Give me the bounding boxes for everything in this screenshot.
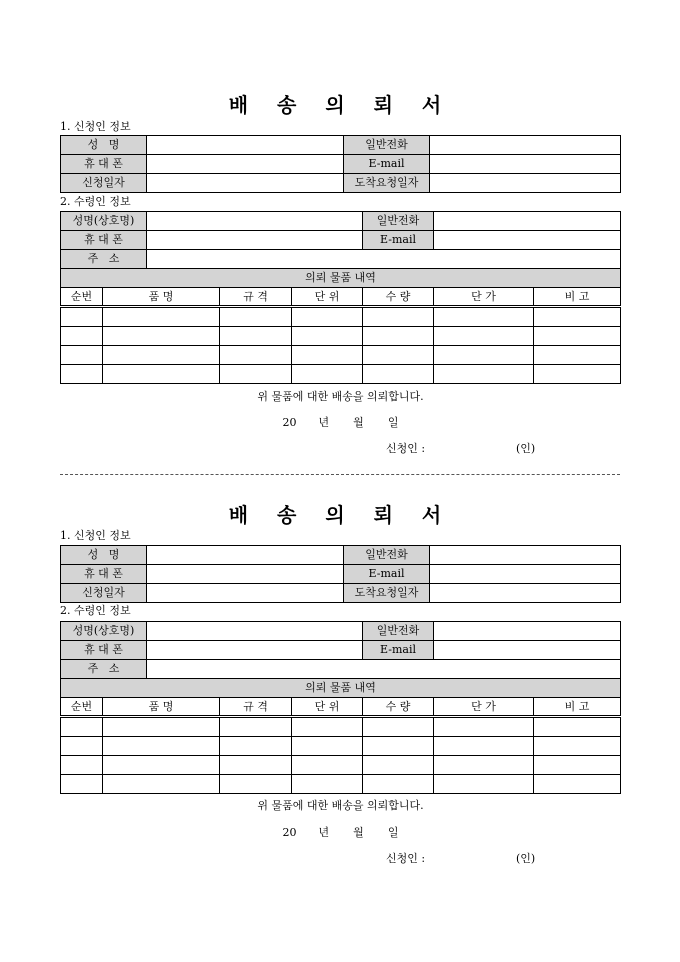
cell[interactable] (434, 327, 534, 346)
cell[interactable] (103, 737, 220, 756)
items-header: 의뢰 물품 내역 (61, 269, 621, 288)
receiver-phone-label: 일반전화 (363, 622, 434, 641)
section-sender-heading: 1. 신청인 정보 (60, 120, 131, 133)
cell[interactable] (292, 307, 363, 327)
receiver-address-field[interactable] (147, 250, 621, 269)
sender-phone-label: 일반전화 (344, 136, 430, 155)
cell[interactable] (292, 737, 363, 756)
date-year: 20 (282, 416, 297, 429)
sender-mobile-field[interactable] (147, 565, 344, 584)
sender-mobile-label: 휴 대 폰 (61, 565, 147, 584)
cell[interactable] (434, 775, 534, 794)
cell[interactable] (534, 327, 621, 346)
col-price: 단 가 (434, 288, 534, 307)
cell[interactable] (534, 717, 621, 737)
cell[interactable] (61, 365, 103, 384)
cell[interactable] (61, 756, 103, 775)
sender-mobile-field[interactable] (147, 155, 344, 174)
col-note: 비 고 (534, 288, 621, 307)
cell[interactable] (534, 365, 621, 384)
cell[interactable] (103, 775, 220, 794)
cell[interactable] (292, 717, 363, 737)
sender-phone-field[interactable] (430, 546, 621, 565)
cell[interactable] (363, 346, 434, 365)
cell[interactable] (434, 365, 534, 384)
col-unit: 단 위 (292, 288, 363, 307)
col-item-name: 품 명 (103, 288, 220, 307)
col-seq: 순번 (61, 698, 103, 717)
cell[interactable] (534, 346, 621, 365)
receiver-email-label: E-mail (363, 231, 434, 250)
table-row (61, 327, 621, 346)
cell[interactable] (220, 717, 292, 737)
seal-mark: (인) (516, 442, 536, 455)
sender-info-table (60, 135, 621, 193)
cell[interactable] (363, 327, 434, 346)
cell[interactable] (103, 307, 220, 327)
cell[interactable] (103, 756, 220, 775)
table-row (61, 737, 621, 756)
cell[interactable] (534, 756, 621, 775)
form-title: 배 송 의 뢰 서 (228, 503, 453, 527)
table-row (61, 365, 621, 384)
table-row (61, 346, 621, 365)
cell[interactable] (534, 307, 621, 327)
date-year: 20 (282, 826, 297, 839)
col-price: 단 가 (434, 698, 534, 717)
receiver-email-label: E-mail (363, 641, 434, 660)
receiver-address-label: 주 소 (61, 660, 147, 679)
cell[interactable] (220, 737, 292, 756)
sender-arrival-date-field[interactable] (430, 174, 621, 193)
section-receiver-heading: 2. 수령인 정보 (60, 604, 131, 617)
table-row (61, 307, 621, 327)
cell[interactable] (220, 327, 292, 346)
cell[interactable] (363, 775, 434, 794)
cell[interactable] (363, 365, 434, 384)
col-unit: 단 위 (292, 698, 363, 717)
cell[interactable] (61, 717, 103, 737)
col-qty: 수 량 (363, 288, 434, 307)
applicant-label: 신청인 : (386, 852, 426, 865)
sender-email-field[interactable] (430, 155, 621, 174)
receiver-email-field[interactable] (434, 641, 621, 660)
date-line (60, 414, 621, 430)
receiver-items-table (60, 211, 621, 384)
sender-apply-date-field[interactable] (147, 584, 344, 603)
sender-phone-field[interactable] (430, 136, 621, 155)
receiver-mobile-field[interactable] (147, 641, 363, 660)
sender-info-table (60, 545, 621, 603)
table-row (61, 717, 621, 737)
date-day-unit: 일 (387, 416, 399, 429)
form-title: 배 송 의 뢰 서 (228, 93, 453, 117)
cell[interactable] (363, 307, 434, 327)
col-qty: 수 량 (363, 698, 434, 717)
table-row (61, 775, 621, 794)
sender-name-field[interactable] (147, 136, 344, 155)
section-receiver-heading: 2. 수령인 정보 (60, 195, 131, 208)
cell[interactable] (434, 717, 534, 737)
sender-name-label: 성 명 (61, 546, 147, 565)
request-text: 위 물품에 대한 배송을 의뢰합니다. (257, 390, 424, 403)
sender-email-field[interactable] (430, 565, 621, 584)
receiver-name-field[interactable] (147, 622, 363, 641)
sender-arrival-date-field[interactable] (430, 584, 621, 603)
request-text: 위 물품에 대한 배송을 의뢰합니다. (257, 799, 424, 812)
date-year-unit: 년 (318, 826, 330, 839)
cell[interactable] (61, 737, 103, 756)
receiver-phone-field[interactable] (434, 622, 621, 641)
cell[interactable] (220, 365, 292, 384)
sender-email-label: E-mail (344, 155, 430, 174)
cell[interactable] (220, 307, 292, 327)
cell[interactable] (534, 737, 621, 756)
cell[interactable] (363, 737, 434, 756)
cut-line-divider (60, 474, 620, 475)
receiver-name-field[interactable] (147, 212, 363, 231)
cell[interactable] (103, 365, 220, 384)
cell[interactable] (292, 775, 363, 794)
cell[interactable] (103, 346, 220, 365)
items-header: 의뢰 물품 내역 (61, 679, 621, 698)
sender-email-label: E-mail (344, 565, 430, 584)
sender-arrival-date-label: 도착요청일자 (344, 174, 430, 193)
col-spec: 규 격 (220, 288, 292, 307)
col-seq: 순번 (61, 288, 103, 307)
receiver-name-label: 성명(상호명) (61, 212, 147, 231)
cell[interactable] (292, 756, 363, 775)
date-line (60, 824, 621, 840)
sender-mobile-label: 휴 대 폰 (61, 155, 147, 174)
receiver-name-label: 성명(상호명) (61, 622, 147, 641)
receiver-email-field[interactable] (434, 231, 621, 250)
cell[interactable] (292, 365, 363, 384)
col-note: 비 고 (534, 698, 621, 717)
receiver-mobile-label: 휴 대 폰 (61, 231, 147, 250)
cell[interactable] (434, 756, 534, 775)
sender-arrival-date-label: 도착요청일자 (344, 584, 430, 603)
cell[interactable] (220, 756, 292, 775)
cell[interactable] (434, 346, 534, 365)
receiver-mobile-label: 휴 대 폰 (61, 641, 147, 660)
date-month-unit: 월 (353, 416, 364, 429)
date-month-unit: 월 (353, 826, 364, 839)
table-row (61, 756, 621, 775)
receiver-address-label: 주 소 (61, 250, 147, 269)
cell[interactable] (220, 775, 292, 794)
col-item-name: 품 명 (103, 698, 220, 717)
cell[interactable] (363, 717, 434, 737)
cell[interactable] (103, 327, 220, 346)
section-sender-heading: 1. 신청인 정보 (60, 529, 131, 542)
receiver-address-field[interactable] (147, 660, 621, 679)
cell[interactable] (61, 775, 103, 794)
cell[interactable] (292, 327, 363, 346)
date-year-unit: 년 (318, 416, 330, 429)
receiver-phone-label: 일반전화 (363, 212, 434, 231)
col-spec: 규 격 (220, 698, 292, 717)
receiver-phone-field[interactable] (434, 212, 621, 231)
cell[interactable] (434, 307, 534, 327)
sender-name-label: 성 명 (61, 136, 147, 155)
cell[interactable] (292, 346, 363, 365)
cell[interactable] (61, 307, 103, 327)
sender-phone-label: 일반전화 (344, 546, 430, 565)
cell[interactable] (61, 346, 103, 365)
cell[interactable] (363, 756, 434, 775)
applicant-label: 신청인 : (386, 442, 426, 455)
seal-mark: (인) (516, 852, 536, 865)
sender-apply-date-label: 신청일자 (61, 174, 147, 193)
cell[interactable] (534, 775, 621, 794)
sender-name-field[interactable] (147, 546, 344, 565)
sender-apply-date-label: 신청일자 (61, 584, 147, 603)
date-day-unit: 일 (387, 826, 399, 839)
cell[interactable] (103, 717, 220, 737)
cell[interactable] (220, 346, 292, 365)
sender-apply-date-field[interactable] (147, 174, 344, 193)
cell[interactable] (61, 327, 103, 346)
cell[interactable] (434, 737, 534, 756)
receiver-items-table (60, 621, 621, 794)
receiver-mobile-field[interactable] (147, 231, 363, 250)
